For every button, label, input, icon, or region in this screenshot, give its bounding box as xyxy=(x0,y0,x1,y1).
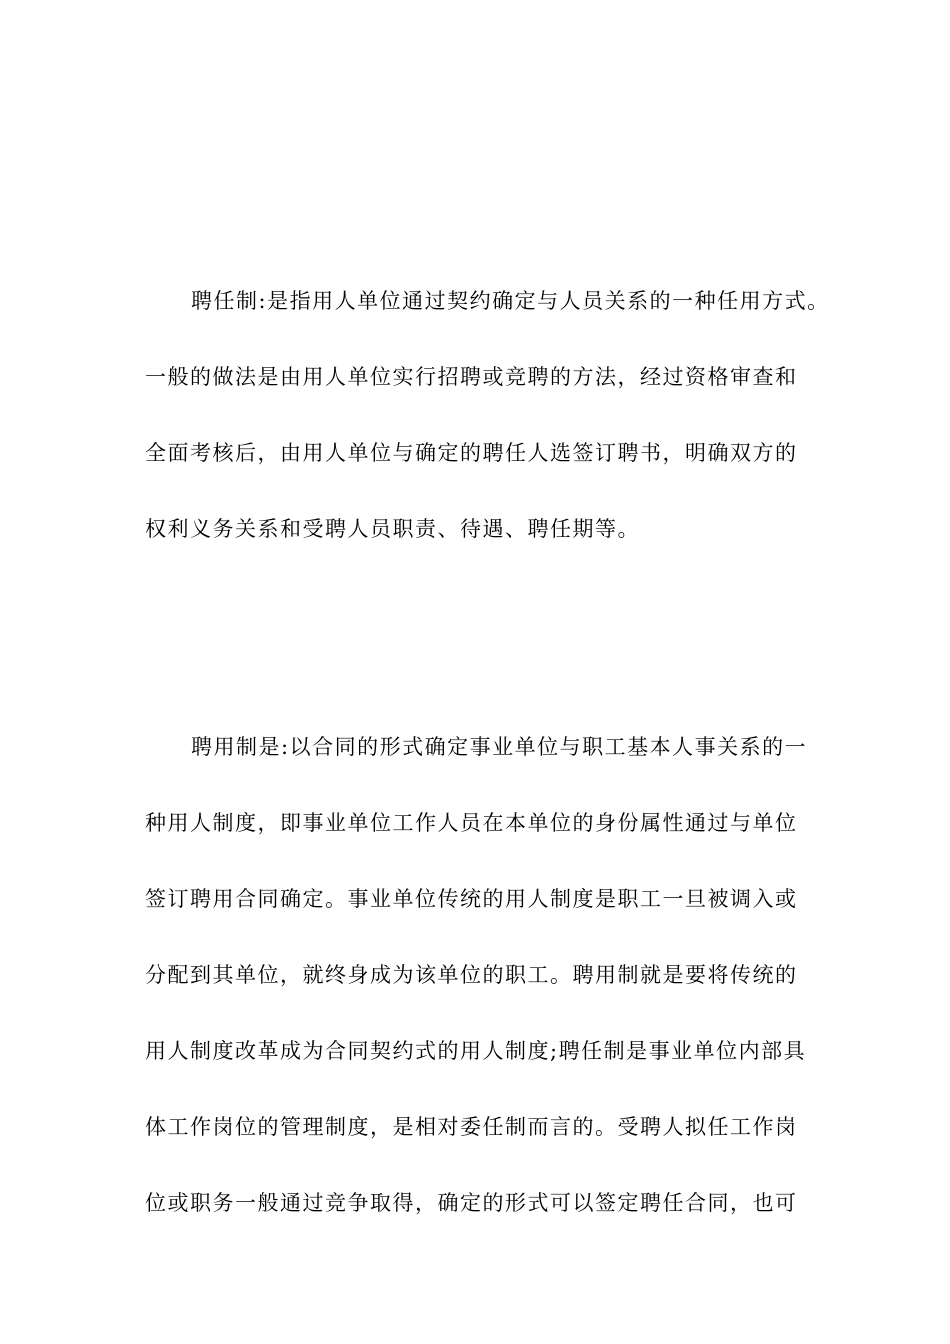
paragraph-line: 用人制度改革成为合同契约式的用人制度;聘任制是事业单位内部具 xyxy=(145,1039,807,1063)
paragraph-line: 签订聘用合同确定。事业单位传统的用人制度是职工一旦被调入或 xyxy=(145,887,798,911)
paragraph-line: 聘任制:是指用人单位通过契约确定与人员关系的一种任用方式。 xyxy=(191,289,830,313)
paragraph-appointment-system xyxy=(145,287,830,591)
paragraph-employment-system xyxy=(145,733,810,1265)
paragraph-line: 权利义务关系和受聘人员职责、待遇、聘任期等。 xyxy=(145,517,640,541)
paragraph-line: 分配到其单位，就终身成为该单位的职工。聘用制就是要将传统的 xyxy=(145,963,798,987)
paragraph-line: 种用人制度，即事业单位工作人员在本单位的身份属性通过与单位 xyxy=(145,811,798,835)
paragraph-line: 位或职务一般通过竞争取得，确定的形式可以签定聘任合同，也可 xyxy=(145,1191,798,1215)
paragraph-line: 一般的做法是由用人单位实行招聘或竞聘的方法，经过资格审查和 xyxy=(145,365,798,389)
paragraph-line: 全面考核后，由用人单位与确定的聘任人选签订聘书，明确双方的 xyxy=(145,441,798,465)
paragraph-line: 体工作岗位的管理制度，是相对委任制而言的。受聘人拟任工作岗 xyxy=(145,1115,798,1139)
paragraph-line: 聘用制是:以合同的形式确定事业单位与职工基本人事关系的一 xyxy=(191,735,808,759)
